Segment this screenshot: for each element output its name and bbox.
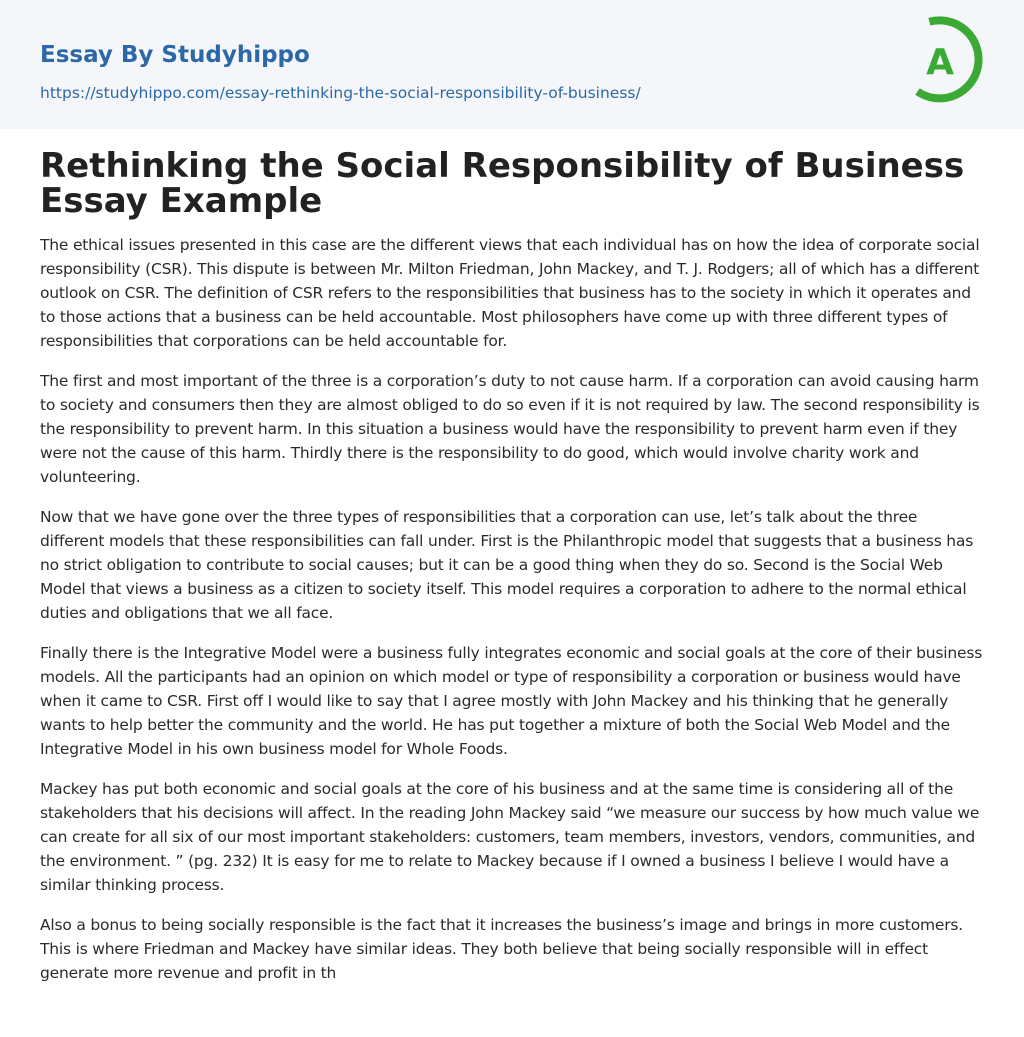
logo-letter: A <box>926 42 954 83</box>
article-paragraph-5: Mackey has put both economic and social goals at the core of his business and at the same time is considering all of the stakeholders that his decisions will affect. In the reading John Mackey said “we measure our success by how much value we can create for all six of our most important stakeholders: customers, team members, investors, vendors, communities, and the environment. ” (pg. 232) It is easy for me to relate to Mackey because if I owned a business I believe I would have a similar thinking process. <box>40 780 980 894</box>
article-paragraph-1: The ethical issues presented in this case are the different views that each individual has on how the idea of corporate social responsibility (CSR). This dispute is between Mr. Milton Friedman, John Mackey, and T. J. Rodgers; all of which has a different outlook on CSR. The definition of CSR refers to the responsibilities that business has to the society in which it operates and to those actions that a business can be held accountable. Most philosophers have come up with three different types of responsibilities that corporations can be held accountable for. <box>40 236 980 350</box>
article-paragraph-3: Now that we have gone over the three types of responsibilities that a corporation can use, let’s talk about the three different models that these responsibilities can fall under. First is the Philanthropic model that suggests that a business has no strict obligation to contribute to social causes; but it can be a good thing when they do so. Second is the Social Web Model that views a business as a citizen to society itself. This model requires a corporation to adhere to the normal ethical duties and obligations that we all face. <box>40 508 974 622</box>
site-header <box>0 0 1024 129</box>
ring-letter-a-logo-icon[interactable] <box>906 15 990 109</box>
article-paragraph-2: The first and most important of the three is a corporation’s duty to not cause harm. If a corporation can avoid causing harm to society and consumers then they are almost obliged to do so even if it is not required by law. The second responsibility is the responsibility to prevent harm. In this situation a business would have the responsibility to prevent harm even if they were not the cause of this harm. Thirdly there is the responsibility to do good, which would involve charity work and volunteering. <box>40 372 980 486</box>
article-paragraph-4: Finally there is the Integrative Model were a business fully integrates economic and social goals at the core of their business models. All the participants had an opinion on which model or type of responsibility a corporation or business would have when it came to CSR. First off I would like to say that I agree mostly with John Mackey and his thinking that he generally wants to help better the community and the world. He has put together a mixture of both the Social Web Model and the Integrative Model in his own business model for Whole Foods. <box>40 644 983 758</box>
logo-graphic <box>906 15 990 109</box>
article-url-link[interactable]: https://studyhippo.com/essay-rethinking-the-social-responsibility-of-business/ <box>40 84 641 102</box>
page-title: Rethinking the Social Responsibility of Business Essay Example <box>40 146 965 221</box>
article-paragraph-6: Also a bonus to being socially responsible is the fact that it increases the business’s image and brings in more customers. This is where Friedman and Mackey have similar ideas. They both believe that being socially responsible will in effect generate more revenue and profit in th <box>40 916 963 982</box>
article-content <box>0 146 1024 985</box>
site-brand[interactable]: Essay By Studyhippo <box>40 42 310 68</box>
